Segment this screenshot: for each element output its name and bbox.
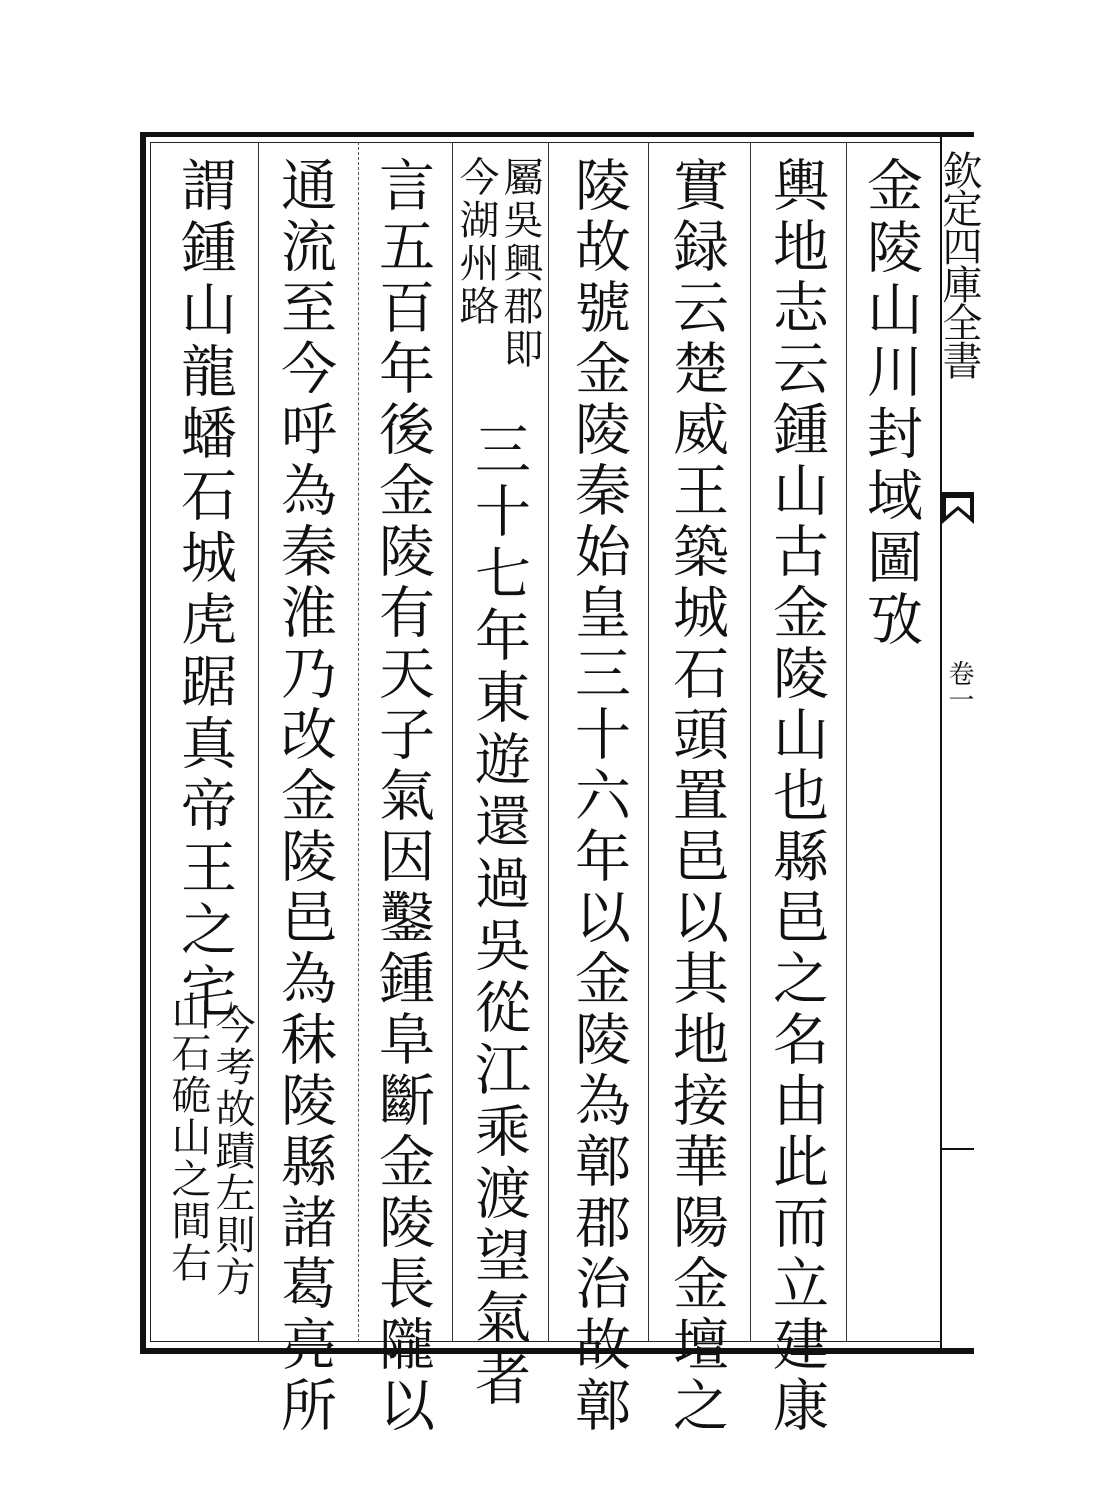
text-column: 言五百年後金陵有天子氣因鑿鍾阜斷金陵長隴以 <box>370 156 435 1437</box>
text-column: 三十七年東遊還過吳從江乘渡望氣者 <box>466 420 531 1412</box>
annotation-note: 屬吳興郡即 <box>497 156 543 371</box>
text-column: 陵故號金陵秦始皇三十六年以金陵為鄣郡治故鄣 <box>566 156 631 1437</box>
text-column: 實録云楚威王築城石頭置邑以其地接華陽金壇之 <box>664 156 729 1437</box>
column-rule <box>846 142 847 1342</box>
juan-label: 卷一 <box>944 660 974 712</box>
book-title: 欽定四庫全書 <box>936 150 982 378</box>
fishtail-mark-icon <box>942 488 974 528</box>
text-column: 輿地志云鍾山古金陵山也縣邑之名由此而立建康 <box>764 156 829 1437</box>
column-rule <box>358 142 359 1342</box>
annotation-note: 今湖州路 <box>453 156 499 328</box>
text-column: 謂鍾山龍蟠石城虎踞真帝王之宅 <box>172 156 237 1024</box>
column-rule <box>750 142 751 1342</box>
text-column: 通流至今呼為秦淮乃改金陵邑為秣陵縣諸葛亮所 <box>272 156 337 1437</box>
gutter-divider <box>942 1148 974 1150</box>
column-rule <box>258 142 259 1342</box>
annotation-note: 今考故蹟左則方 <box>209 1004 255 1298</box>
column-rule <box>648 142 649 1342</box>
section-title: 金陵山川封域圖攷 <box>858 156 923 652</box>
annotation-note: 山石硊山之間右 <box>165 990 211 1284</box>
column-rule <box>548 142 549 1342</box>
